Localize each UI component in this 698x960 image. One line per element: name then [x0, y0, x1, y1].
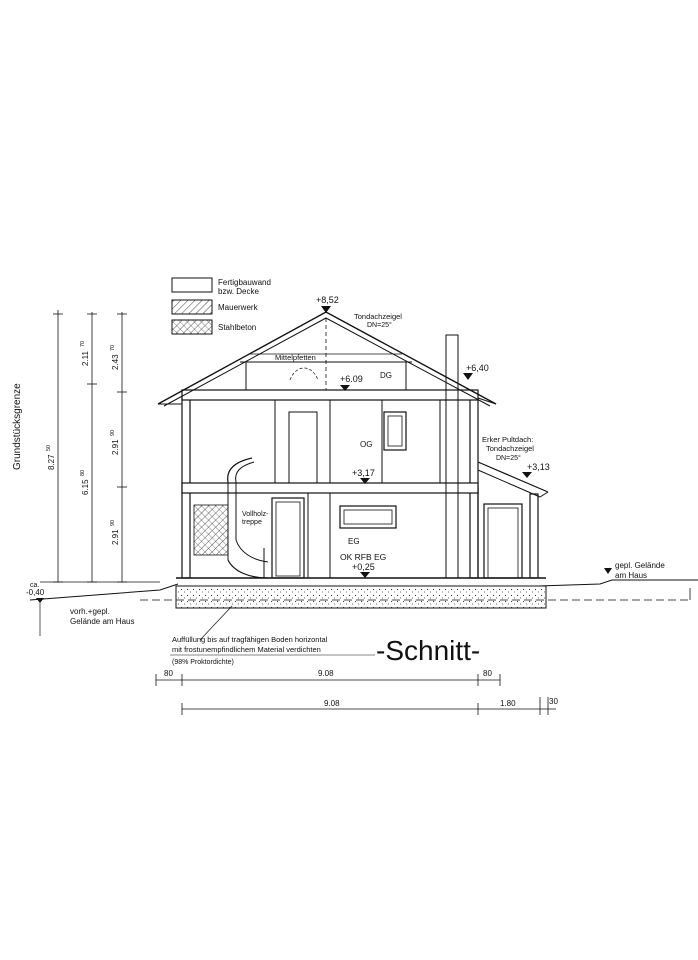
erker-label-1: Erker Pultdach:: [482, 435, 534, 444]
note-line-3: (98% Proktordichte): [172, 659, 234, 666]
boundary-label: Grundstücksgrenze: [12, 383, 23, 470]
dim-to-og-roof-sup: 80: [80, 469, 86, 476]
horizontal-dimensions: [156, 669, 558, 715]
dim-row2-0: 9.08: [324, 699, 340, 708]
legend-swatch-hatch: [172, 300, 212, 314]
erker-label-3: DN=25°: [496, 455, 521, 462]
dim-total-sup: 50: [46, 444, 52, 451]
house: [182, 335, 478, 578]
note-line-1: Auffüllung bis auf tragfähigen Boden horizontal: [172, 635, 328, 644]
eave-level: +6,40: [466, 363, 489, 373]
dim-row2-1: 1.80: [500, 699, 516, 708]
erker: [478, 462, 548, 578]
ground-right-label-2: am Haus: [615, 571, 648, 580]
vertical-dimensions: [40, 310, 160, 582]
drawing-title: -Schnitt-: [376, 635, 481, 666]
ground-left-label-2: Gelände am Haus: [70, 617, 135, 626]
legend-swatch-crosshatch: [172, 320, 212, 334]
legend: [172, 278, 271, 334]
dim-row1-1: 9.08: [318, 669, 334, 678]
dim-low-right: 2.91: [111, 529, 120, 545]
stair-treads: [194, 505, 228, 555]
stair-label-2: treppe: [242, 519, 262, 526]
legend-label-3: Stahlbeton: [218, 323, 257, 332]
erker-level: +3,13: [527, 462, 550, 472]
legend-label-1b: bzw. Decke: [218, 287, 259, 296]
og-level: +3,17: [352, 468, 375, 478]
dim-to-og-roof: 6.15: [81, 479, 90, 495]
legend-label-2: Mauerwerk: [218, 303, 258, 312]
roof-pitch: DN=25°: [367, 322, 392, 329]
dg-level: +6.09: [340, 374, 363, 384]
level-markers: [242, 295, 550, 578]
ground-left-level: -0,40: [26, 588, 45, 597]
dim-mid-right-sup: 90: [110, 429, 116, 436]
dim-roof-upper-sup: 70: [80, 340, 86, 347]
dim-row1-2: 80: [483, 669, 492, 678]
og-label: OG: [360, 440, 373, 449]
legend-label-1a: Fertigbauwand: [218, 278, 271, 287]
dim-row1-0: 80: [164, 669, 173, 678]
og-floor-slab: [182, 483, 478, 493]
foundation-fill: [176, 586, 546, 608]
fill-note: [170, 606, 375, 666]
eg-label: EG: [348, 537, 360, 546]
dg-label: DG: [380, 371, 392, 380]
dim-roof-right: 2.43: [111, 354, 120, 370]
ground-right-label-1: gepl. Gelände: [615, 561, 665, 570]
erker-label-2: Tondachzeigel: [486, 444, 534, 453]
dim-low-right-sup: 90: [110, 519, 116, 526]
purlins-label: Mittelpfetten: [275, 353, 316, 362]
dim-row2-2: 30: [549, 697, 558, 706]
dim-roof-upper: 2.11: [81, 351, 90, 366]
ok-rfb-label: OK RFB EG: [340, 552, 387, 562]
dim-mid-right: 2.91: [111, 439, 120, 455]
legend-swatch-plain: [172, 278, 212, 292]
dg-floor-slab: [182, 390, 478, 400]
stair-label-1: Vollholz-: [242, 511, 269, 518]
roof-label: Tondachzeigel: [354, 312, 402, 321]
note-line-2: mit frostunempfindlichem Material verdichten: [172, 645, 321, 654]
dim-total: 8.27: [47, 454, 56, 470]
ground-left-label-1: vorh.+gepl.: [70, 607, 110, 616]
ground-left-prefix: ca.: [30, 582, 40, 589]
dim-roof-right-sup: 70: [110, 344, 116, 351]
ridge-level: +8,52: [316, 295, 339, 305]
eg-level: +0,25: [352, 562, 375, 572]
staircase: [194, 458, 268, 578]
